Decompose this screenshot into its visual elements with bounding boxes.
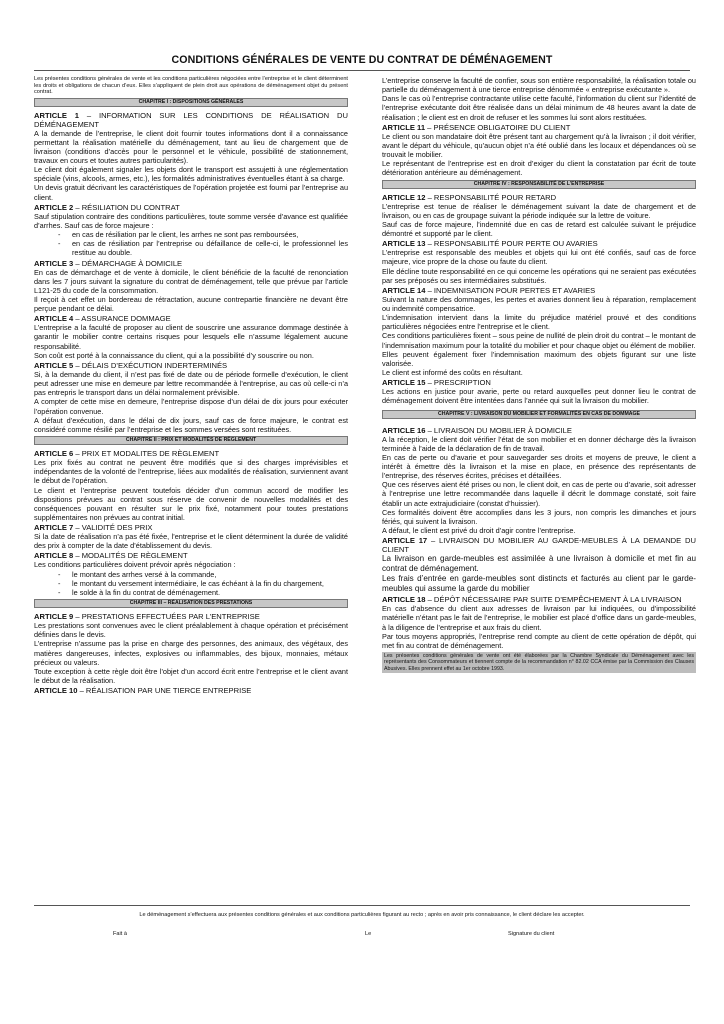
article-title: – DÉPÔT NÉCESSAIRE PAR SUITE D’EMPÊCHEMENT À LA LIVRAISON [425,595,682,605]
legal-note: Les présentes conditions générales de vente ont été élaborées par la Chambre Syndicale du Déménagement avec les représentants des Consommateurs et tiennent compte de la recommandation n° 82.02 CCA émise par la Commission des Clauses Abusives. Elles prennent effet au 1er octobre 1993. [384,653,694,672]
left-column [34,76,348,695]
chapter-heading: CHAPITRE V : LIVRAISON DU MOBILIER ET FORMALITÉS EN CAS DE DOMMAGE [382,410,696,419]
article-heading [382,426,696,435]
article-title: – PRESTATIONS EFFECTUÉES PAR L’ENTREPRISE [73,612,260,622]
article-heading [34,314,348,323]
article-title: – DÉMARCHAGE À DOMICILE [73,258,183,268]
article-paragraph: L’entreprise a la faculté de proposer au client de souscrire une assurance dommage destinée à garantir le mobilier contre certains risques pour lesquels elle n’assume légalement aucune responsabilité. [34,323,348,351]
title-rule [34,70,690,71]
article-heading [34,203,348,212]
article-number: ARTICLE 1 [34,110,79,120]
article-paragraph: Elle décline toute responsabilité en ce qui concerne les opérations qui ne seraient pas exécutées par ses préposés ou ses intermédiaires substitués. [382,266,696,285]
article-heading [382,595,696,604]
article-paragraph: L’entreprise est responsable des meubles et objets qui lui ont été confiés, sauf cas de force majeure, vice propre de la chose ou faute du client. [382,248,696,267]
article-title: – PRESCRIPTION [425,378,491,388]
document-title: CONDITIONS GÉNÉRALES DE VENTE DU CONTRAT DE DÉMÉNAGEMENT [171,54,553,66]
article-paragraph: La livraison en garde-meubles est assimilée à une livraison à domicile et met fin au contrat de déménagement. [382,554,696,574]
article-number: ARTICLE 5 [34,360,74,370]
article-paragraph: Les frais d’entrée en garde-meubles sont distincts et facturés au client par le garde-meubles qui assume la garde du mobilier [382,574,696,594]
article-heading [34,551,348,560]
article-heading [34,449,348,458]
article-paragraph: Les prix fixés au contrat ne peuvent être modifiés que si des charges imprévisibles et indépendantes de la volonté de l’entreprise, liées aux modalités de réalisation, surviennent avant le début de l’opération. [34,458,348,486]
article-number: ARTICLE 17 [382,536,428,546]
article-heading [382,239,696,248]
article-number: ARTICLE 15 [382,378,426,388]
article-paragraph: Il reçoit à cet effet un bordereau de rétractation, aucune contrepartie financière ne devant être perçue pendant ce délai. [34,295,348,314]
article-heading [34,612,348,621]
article-paragraph: L’entreprise n’assume pas la prise en charge des personnes, des animaux, des végétaux, des matières dangereuses, infectes, explosives ou inflammables, des bijoux, monnaies, métaux précieux ou valeurs. [34,639,348,667]
article-heading [34,523,348,532]
chapter-heading: CHAPITRE II : PRIX ET MODALITÉS DE RÈGLEMENT [34,436,348,445]
article-number: ARTICLE 4 [34,314,74,324]
article-paragraph: Si la date de réalisation n’a pas été fixée, l’entreprise et le client déterminent la durée de validité des prix à compter de la date d’établissement du devis. [34,532,348,551]
article-paragraph: Le client doit également signaler les objets dont le transport est assujetti à une réglementation spéciale (vins, alcools, armes, etc.), les formalités administratives éventuelles étant à sa charge. [34,165,348,184]
article-title: – MODALITÉS DE RÈGLEMENT [73,551,188,561]
article-number: ARTICLE 3 [34,258,74,268]
intro-text: Les présentes conditions générales de vente et les conditions particulières négociées entre l’entreprise et le client déterminent les droits et obligations de chacun d’eux. Elles s’appliquent de plein droit aux opérations de déménagement objet du présent contrat. [34,76,348,95]
article-heading [34,259,348,268]
article-paragraph: A compter de cette mise en demeure, l’entreprise dispose d’un délai de dix jours pour exécuter l’opération convenue. [34,397,348,416]
article-title: – PRÉSENCE OBLIGATOIRE DU CLIENT [425,122,571,132]
article-title: – RESPONSABILITÉ POUR PERTE OU AVARIES [425,239,598,249]
article-paragraph: Sauf cas de force majeure, l’indemnité due en cas de retard est calculée suivant le préjudice démontré et supporté par le client. [382,219,696,239]
article-heading [34,686,348,695]
article-paragraph: L’entreprise conserve la faculté de confier, sous son entière responsabilité, la réalisation totale ou partielle du déménagement à une tierce entreprise dénommée « entreprise exécutante ». [382,76,696,95]
list-item: - le solde à la fin du contrat de déménagement. [72,588,348,597]
article-heading [382,286,696,295]
article-title: – LIVRAISON DU MOBILIER AU GARDE-MEUBLES À LA DEMANDE DU CLIENT [382,536,696,555]
article-paragraph: Ces conditions particulières fixent – sous peine de nullité de plein droit du contrat – le montant de l’indemnisation maximum pour la totalité du mobilier et pour chaque objet ou élément de mobilier. [382,331,696,350]
article-title: – RESPONSABILITÉ POUR RETARD [425,192,557,202]
article-heading [382,378,696,387]
article-title: – INFORMATION SUR LES CONDITIONS DE RÉALISATION DU DÉMÉNAGEMENT [34,110,348,129]
article-paragraph: Le client et l’entreprise peuvent toutefois décider d’un commun accord de modifier les dispositions prévues au contrat sous réserve de convenir de nouvelles modalités et des conséquences pouvant en résulter sur le prix fixé, notamment pour toutes prestations supplémentaires non prévues au contrat initial. [34,485,348,522]
article-paragraph: Ces formalités doivent être accomplies dans les 3 jours, non compris les dimanches et jours fériés, qui suivent la livraison. [382,507,696,526]
article-paragraph: Le client est informé des coûts en résultant. [382,368,523,378]
article-paragraph: Elles peuvent également fixer l’indemnisation maximum des objets figurant sur une liste valorisée. [382,349,696,368]
article-paragraph: Que ces réserves aient été prises ou non, le client doit, en cas de perte ou d’avarie, soit adresser à l’entreprise une lettre recommandée dans laquelle il décrit le dommage constaté, soit faire établir un acte extrajudiciaire (constat d’huissier). [382,480,696,508]
chapter-heading: CHAPITRE IV : RESPONSABILITÉ DE L’ENTREPRISE [382,180,696,189]
list-item: - le montant du versement intermédiaire, le cas échéant à la fin du chargement, [72,579,348,588]
article-title: – RÉALISATION PAR UNE TIERCE ENTREPRISE [77,686,252,696]
article-title: – DÉLAIS D’EXÉCUTION INDERTERMINÉS [73,360,228,370]
article-heading [382,193,696,202]
article-paragraph: En cas d’absence du client aux adresses de livraison par lui indiquées, ou d’impossibilité matérielle n’étant pas le fait de l’entreprise, le mobilier est placé d’office dans un garde-meubles, à la diligence de l’entreprise et aux frais du client. [382,604,696,632]
article-title: – RÉSILIATION DU CONTRAT [73,202,180,212]
list-item: - en cas de résiliation par l’entreprise ou défaillance de celle-ci, le professionnel les restitue au double. [72,239,348,257]
list-item: - en cas de résiliation par le client, les arrhes ne sont pas remboursées, [72,230,348,239]
footer-rule [34,905,690,906]
right-column [382,76,696,673]
article-paragraph: Les prestations sont convenues avec le client préalablement à chaque opération et précisément définies dans le devis. [34,621,348,640]
article-title: – VALIDITÉ DES PRIX [73,523,153,533]
article-paragraph: En cas de perte ou d’avarie et pour sauvegarder ses droits et moyens de preuve, le client a intérêt à émettre dès la livraison et la mise en place, en présence des représentants de l’entreprise, des réserves écrites, précises et détaillées. [382,452,696,481]
article-paragraph: Suivant la nature des dommages, les pertes et avaries donnent lieu à réparation, remplacement ou indemnité compensatrice. [382,294,696,313]
article-paragraph: L’indemnisation intervient dans la limite du préjudice matériel prouvé et des conditions particulières négociées entre l’entreprise et le client. [382,313,696,332]
article-paragraph: Le représentant de l’entreprise est en droit d’exiger du client la constatation par écrit de toute détérioration antérieure au déménagement. [382,159,696,178]
article-title: – INDEMNISATION POUR PERTES ET AVARIES [425,285,596,295]
chapter-heading: CHAPITRE I : DISPOSITIONS GÉNÉRALES [34,98,348,107]
article-paragraph: A la demande de l’entreprise, le client doit fournir toutes informations dont il a connaissance permettant la réalisation matérielle du déménagement, tant au lieu de chargement que de livraison (conditions d’accès pour le personnel et le véhicule, possibilité de stationnement, travaux en cours et toutes autres particularités). [34,128,348,165]
article-number: ARTICLE 8 [34,551,74,561]
article-number: ARTICLE 10 [34,686,78,696]
article-number: ARTICLE 12 [382,192,426,202]
article-heading [382,123,696,132]
article-paragraph: Sauf stipulation contraire des conditions particulières, toute somme versée d’avance est qualifiée d’arrhes. Sauf cas de force majeure : [34,211,348,230]
article-heading [34,361,348,370]
article-number: ARTICLE 7 [34,523,74,533]
client-signature-label: Signature du client [508,931,555,937]
article-heading [34,111,348,129]
article-number: ARTICLE 14 [382,285,426,295]
list-item: - le montant des arrhes versé à la commande, [72,570,348,579]
article-number: ARTICLE 18 [382,595,426,605]
article-paragraph: En cas de démarchage et de vente à domicile, le client bénéficie de la faculté de renonciation dans les 7 jours suivant la signature du contrat de déménagement, telle que prévue par l’article L121-25 du code de la consommation. [34,267,348,295]
article-title: – ASSURANCE DOMMAGE [73,314,171,324]
article-number: ARTICLE 13 [382,239,426,249]
article-paragraph: L’entreprise est tenue de réaliser le déménagement suivant la date de chargement et de livraison, ou en cas de groupage suivant la période indiquée sur la lettre de voiture. [382,201,696,220]
article-paragraph: A défaut, le client est privé du droit d’agir contre l’entreprise. [382,526,576,536]
article-paragraph: Son coût est porté à la connaissance du client, qui a la possibilité d’y souscrire ou non. [34,350,314,360]
article-paragraph: A défaut d’exécution, dans le délai de dix jours, sauf cas de force majeure, le contrat est considéré comme résilié par l’entreprise et les sommes versées sont restituées. [34,415,348,434]
article-heading [382,536,696,554]
article-number: ARTICLE 16 [382,425,426,435]
article-paragraph: A la réception, le client doit vérifier l’état de son mobilier et en donner décharge dès la livraison terminée à l’aide de la déclaration de fin de travail. [382,434,696,453]
article-paragraph: Toute exception à cette règle doit être l’objet d’un accord écrit entre l’entreprise et le client avant le début de la réalisation. [34,666,348,685]
article-paragraph: Un devis gratuit décrivant les caractéristiques de l’opération projetée est fourni par l’entreprise au client. [34,183,348,202]
article-paragraph: Les actions en justice pour avarie, perte ou retard auxquelles peut donner lieu le contrat de déménagement doivent être intentées dans l’année qui suit la livraison du mobilier. [382,387,696,406]
article-paragraph: Les conditions particulières doivent prévoir après négociation : [34,560,236,570]
article-number: ARTICLE 6 [34,449,74,459]
footer-statement: Le déménagement s’effectuera aux présentes conditions générales et aux conditions particulières figurant au recto ; après en avoir pris connaissance, le client déclare les accepter. [139,912,585,918]
article-number: ARTICLE 9 [34,612,74,622]
article-number: ARTICLE 2 [34,202,74,212]
article-paragraph: Si, à la demande du client, il n’est pas fixé de date ou de période formelle d’exécution, le client peut adresser une mise en demeure par lettre recommandée à l’entreprise, au cas où celle-ci n’a pas entrepris le transport dans un délai normalement prévisible. [34,369,348,398]
fait-a-label: Fait à [113,931,127,937]
article-paragraph: Par tous moyens appropriés, l’entreprise rend compte au client de cette opération de dépôt, qui met fin au contrat de déménagement. [382,631,696,650]
date-label: Le [365,931,372,937]
chapter-heading: CHAPITRE III – RÉALISATION DES PRESTATIONS [34,599,348,608]
article-paragraph: Le client ou son mandataire doit être présent tant au chargement qu’à la livraison ; il doit vérifier, avant le départ du véhicule, qu’aucun objet n’a été oublié dans les locaux et dépendances où se trouvait le mobilier. [382,131,696,160]
article-paragraph: Dans le cas où l’entreprise contractante utilise cette faculté, l’information du client sur l’identité de l’entreprise exécutante doit être réalisée dans un délai minimum de 48 heures avant la date de réalisation ; le client est en droit de refuser et les sommes lui sont alors restituées. [382,94,696,122]
article-list [34,570,348,597]
article-list [34,230,348,257]
article-title: – LIVRAISON DU MOBILIER À DOMICILE [425,425,572,435]
article-number: ARTICLE 11 [382,122,426,132]
article-title: – PRIX ET MODALITES DE RÈGLEMENT [73,449,220,459]
